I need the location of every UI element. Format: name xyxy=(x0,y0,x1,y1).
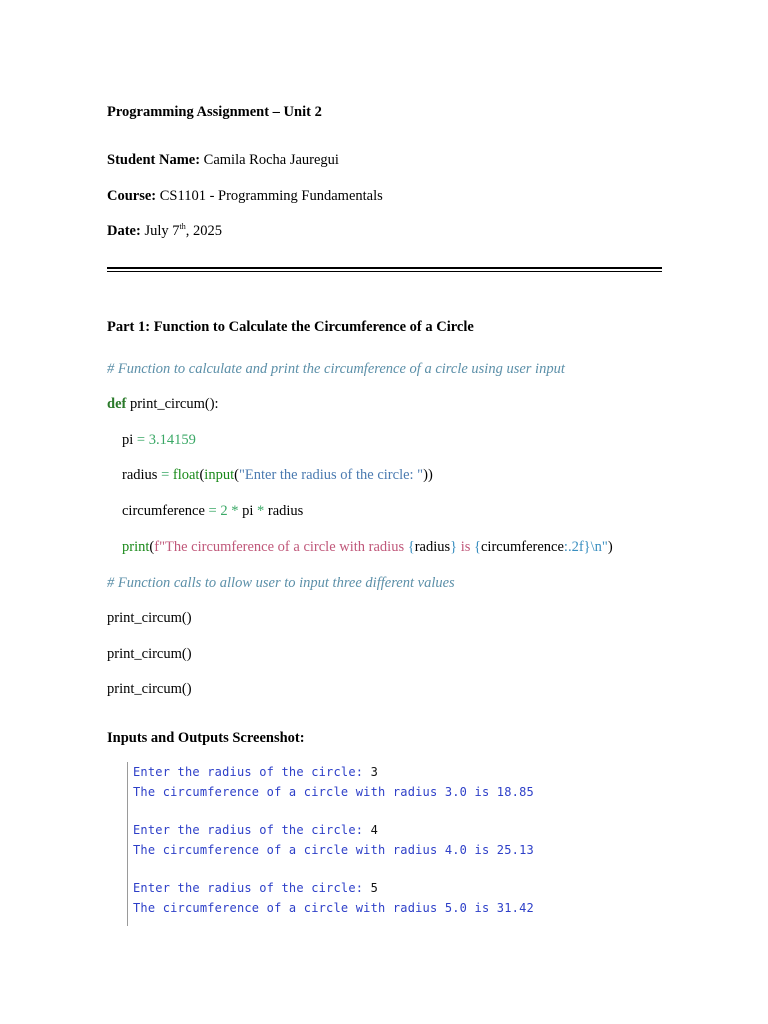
horizontal-divider xyxy=(107,267,662,272)
date-label: Date: xyxy=(107,223,141,239)
code-call-1: print_circum() xyxy=(107,610,192,626)
console-prompt-line: Enter the radius of the circle: 4 xyxy=(133,823,379,837)
console-output-line: The circumference of a circle with radius 5.0 is 31.42 xyxy=(133,901,534,915)
student-name-line xyxy=(107,151,339,169)
code-comment-1: # Function to calculate and print the circumference of a circle using user input xyxy=(107,361,565,377)
code-pi-line: pi = 3.14159 xyxy=(122,432,196,448)
code-radius-line: radius = float(input("Enter the radius of the circle: ")) xyxy=(122,467,433,483)
date-line xyxy=(107,222,222,240)
console-output-line: The circumference of a circle with radius 3.0 is 18.85 xyxy=(133,785,534,799)
code-print-line: print(f"The circumference of a circle with radius {radius} is {circumference:.2f}\n") xyxy=(122,539,613,555)
code-call-3: print_circum() xyxy=(107,681,192,697)
code-comment-2: # Function calls to allow user to input three different values xyxy=(107,575,455,591)
def-signature: print_circum(): xyxy=(126,396,219,412)
console-output-line: The circumference of a circle with radius 4.0 is 25.13 xyxy=(133,843,534,857)
def-keyword: def xyxy=(107,396,127,412)
date-value: July 7th, 2025 xyxy=(144,222,222,239)
code-def-line xyxy=(107,395,219,413)
course-value: CS1101 - Programming Fundamentals xyxy=(159,188,383,204)
document-title: Programming Assignment – Unit 2 xyxy=(107,104,322,120)
course-label: Course: xyxy=(107,188,157,204)
console-screenshot xyxy=(127,762,548,926)
io-screenshot-heading: Inputs and Outputs Screenshot: xyxy=(107,730,305,746)
console-prompt-line: Enter the radius of the circle: 3 xyxy=(133,765,379,779)
course-line xyxy=(107,187,383,205)
student-name-label: Student Name: xyxy=(107,152,201,168)
part1-heading: Part 1: Function to Calculate the Circumference of a Circle xyxy=(107,319,474,335)
console-prompt-line: Enter the radius of the circle: 5 xyxy=(133,881,379,895)
code-call-2: print_circum() xyxy=(107,646,192,662)
student-name-value: Camila Rocha Jauregui xyxy=(203,152,339,168)
code-circumference-line: circumference = 2 * pi * radius xyxy=(122,503,304,519)
